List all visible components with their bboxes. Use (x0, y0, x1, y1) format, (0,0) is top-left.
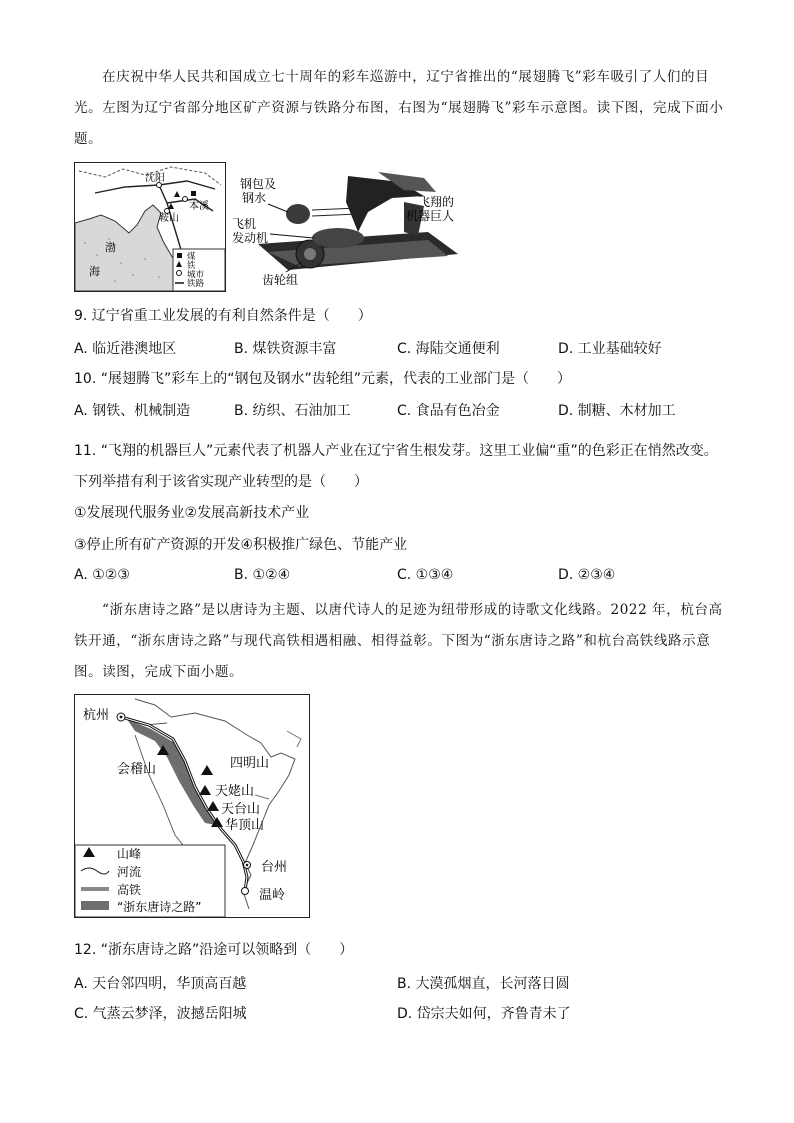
float-label: 发动机 (232, 231, 269, 245)
city-icon (177, 271, 182, 276)
float-illustration-svg (228, 162, 472, 290)
map-label: 海 (89, 265, 100, 278)
mountain-icon (201, 765, 213, 775)
option-d[interactable]: D. 制糖、木材加工 (558, 403, 676, 419)
city-dot (120, 716, 123, 719)
mountain-icon (207, 801, 219, 811)
question-9-stem: 9. 辽宁省重工业发展的有利自然条件是（ ） (74, 308, 372, 324)
legend-label: 河流 (117, 865, 142, 879)
question-9-options (74, 338, 724, 362)
float-label: 机器巨人 (406, 209, 455, 223)
option-c[interactable]: C. 海陆交通便利 (397, 341, 500, 357)
city-label: 温岭 (259, 888, 286, 903)
coal-icon (177, 253, 182, 258)
float-label: 飞翔的 (418, 195, 455, 209)
float-label: 钢水 (242, 191, 267, 205)
option-a[interactable]: A. 天台邻四明，华顶高百越 (74, 976, 247, 992)
question-10-options (74, 400, 724, 424)
float-label: 齿轮组 (262, 273, 299, 287)
mountain-label: 华顶山 (225, 818, 265, 833)
option-d[interactable]: D. ②③④ (558, 567, 616, 583)
gear-hub (304, 248, 316, 260)
question-11-options (74, 567, 724, 591)
liaoning-map (74, 162, 226, 292)
intro-paragraph-2: “浙东唐诗之路”是以唐诗为主题、以唐代诗人的足迹为纽带形成的诗歌文化线路。2022 年，杭台高铁开通，“浙东唐诗之路”与现代高铁相遇相融、相得益彰。下图为“浙东唐诗之路”和杭台高铁线路示意图。读图，完成下面小题。 (74, 602, 723, 680)
option-c[interactable]: C. 气蒸云梦泽，波撼岳阳城 (74, 1006, 247, 1022)
legend-label: 煤 (187, 252, 196, 262)
option-d[interactable]: D. 岱宗夫如何，齐鲁青未了 (397, 1006, 571, 1022)
map-label: 渤 (105, 241, 116, 254)
coal-icon (191, 191, 196, 196)
option-a[interactable]: A. ①②③ (74, 567, 130, 583)
question-10-stem: 10. “展翅腾飞”彩车上的“钢包及钢水”齿轮组”元素，代表的工业部门是（ ） (74, 371, 571, 387)
island (255, 795, 269, 799)
option-a[interactable]: A. 钢铁、机械制造 (74, 403, 191, 419)
ladle-icon (286, 204, 310, 224)
zhejiang-map (74, 694, 310, 918)
city-wenling-icon (242, 888, 249, 895)
question-12-stem: 12. “浙东唐诗之路”沿途可以领略到（ ） (74, 942, 354, 958)
float-label: 飞机 (232, 217, 257, 231)
legend-label: 城市 (187, 270, 205, 280)
map-label: 本溪 (189, 201, 209, 212)
question-12-options-row-1 (74, 973, 724, 997)
iron-icon (174, 191, 180, 197)
iron-icon (168, 203, 174, 209)
option-b[interactable]: B. 大漠孤烟直，长河落日圆 (397, 976, 570, 992)
mountain-label: 四明山 (230, 756, 270, 771)
mountain-label: 天姥山 (215, 784, 255, 799)
map-label: 鞍山 (159, 213, 179, 224)
intro-paragraph-1: 在庆祝中华人民共和国成立七十周年的彩车巡游中，辽宁省推出的“展翅腾飞”彩车吸引了人们的目光。左图为辽宁省部分地区矿产资源与铁路分布图，右图为“展翅腾飞”彩车示意图。读下图，完成下面小题。 (74, 69, 724, 147)
route-swatch (81, 901, 109, 910)
map-label: 沈阳 (145, 173, 165, 184)
float-illustration (228, 162, 472, 290)
mountain-label: 会稽山 (117, 762, 157, 777)
question-12-options-row-2 (74, 1003, 724, 1027)
city-icon (183, 197, 188, 202)
option-c[interactable]: C. ①③④ (397, 567, 454, 583)
option-b[interactable]: B. 煤铁资源丰富 (234, 341, 337, 357)
float-label: 钢包及 (240, 177, 277, 191)
city-label: 台州 (261, 860, 288, 875)
option-b[interactable]: B. ①②④ (234, 567, 291, 583)
option-c[interactable]: C. 食品有色冶金 (397, 403, 500, 419)
city-dot (246, 864, 249, 867)
mountain-label: 天台山 (221, 802, 261, 817)
zhejiang-map-svg (75, 695, 309, 917)
legend-label: 铁 (187, 261, 196, 271)
question-11-line-2: ③停止所有矿产资源的开发④积极推广绿色、节能产业 (74, 537, 408, 553)
option-d[interactable]: D. 工业基础较好 (558, 341, 662, 357)
engine-icon (312, 228, 364, 248)
legend-label: “浙东唐诗之路” (117, 900, 202, 914)
pointer-line (270, 234, 314, 238)
question-11-stem: 11. “飞翔的机器巨人”元素代表了机器人产业在辽宁省生根发芽。这里工业偏“重”的色彩正在悄然改变。下列举措有利于该省实现产业转型的是（ ） (74, 443, 718, 490)
legend-label: 山峰 (117, 847, 142, 861)
question-11-line-1: ①发展现代服务业②发展高新技术产业 (74, 505, 310, 521)
city-label: 杭州 (83, 708, 110, 723)
legend-label: 高铁 (117, 883, 142, 897)
mountain-icon (199, 785, 211, 795)
option-a[interactable]: A. 临近港澳地区 (74, 341, 177, 357)
option-b[interactable]: B. 纺织、石油加工 (234, 403, 351, 419)
pointer-line (268, 204, 288, 212)
legend-label: 铁路 (187, 279, 205, 289)
cable-line (312, 214, 358, 216)
island (287, 731, 301, 747)
liaoning-map-svg (75, 163, 225, 291)
